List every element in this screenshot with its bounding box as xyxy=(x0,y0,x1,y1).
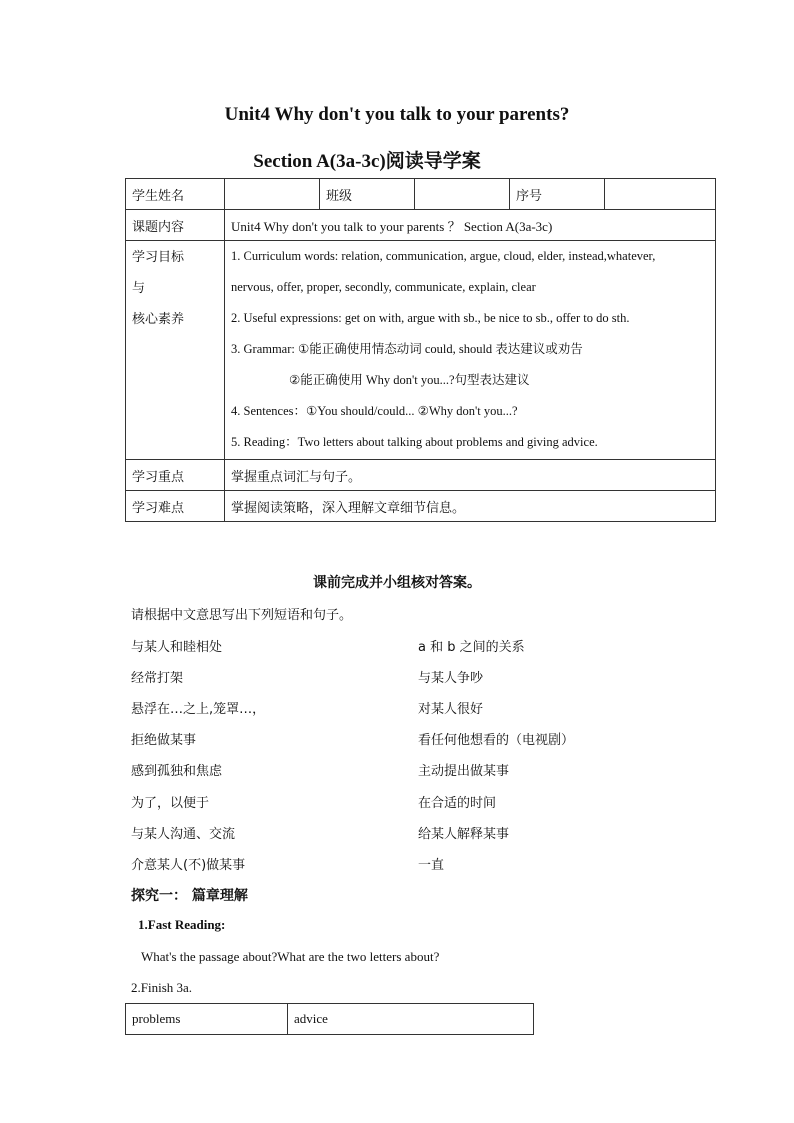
phrase-left: 感到孤独和焦虑 xyxy=(131,764,223,779)
finish-3a-instruction: 2.Finish 3a. xyxy=(131,980,193,995)
table-row xyxy=(126,1004,534,1035)
phrase-right: 一直 xyxy=(418,858,445,873)
problems-header: problems xyxy=(126,1004,288,1035)
page-subtitle: Section A(3a-3c)阅读导学案 xyxy=(253,151,481,172)
goals-label-line: 核心素养 xyxy=(132,311,185,326)
phrase-left: 悬浮在…之上,笼罩…， xyxy=(131,702,266,717)
goal-line: 4. Sentences：①You should/could... ②Why don't you...? xyxy=(231,404,518,418)
class-label: 班级 xyxy=(320,179,415,210)
phrase-right: a 和 b 之间的关系 xyxy=(418,640,525,655)
table-row xyxy=(126,491,716,522)
explore-heading: 探究一： 篇章理解 xyxy=(131,888,248,904)
phrase-right: 看任何他想看的（电视剧） xyxy=(418,733,575,748)
seat-field[interactable] xyxy=(605,179,716,210)
phrase-right: 对某人很好 xyxy=(418,702,484,717)
goals-label-line: 学习目标 xyxy=(132,249,185,264)
preclass-heading: 课前完成并小组核对答案。 xyxy=(313,575,481,591)
phrase-right: 在合适的时间 xyxy=(418,796,497,811)
key-points-value: 掌握重点词汇与句子。 xyxy=(225,460,716,491)
goal-line: 5. Reading：Two letters about talking about problems and giving advice. xyxy=(231,435,598,449)
goal-line: nervous, offer, proper, secondly, communicate, explain, clear xyxy=(231,280,536,294)
student-name-label: 学生姓名 xyxy=(126,179,225,210)
instruction-text: 请根据中文意思写出下列短语和句子。 xyxy=(131,608,353,623)
phrase-left: 拒绝做某事 xyxy=(131,733,197,748)
topic-label: 课题内容 xyxy=(126,210,225,241)
goals-label-line: 与 xyxy=(132,280,146,295)
phrase-left: 经常打架 xyxy=(131,671,184,686)
phrase-right: 主动提出做某事 xyxy=(418,764,510,779)
table-row xyxy=(126,179,716,210)
difficulty-label: 学习难点 xyxy=(126,491,225,522)
problems-advice-table xyxy=(125,1003,534,1035)
key-points-label: 学习重点 xyxy=(126,460,225,491)
page-title: Unit4 Why don't you talk to your parents? xyxy=(224,104,570,125)
fast-reading-question: What's the passage about?What are the two letters about? xyxy=(141,949,440,964)
fast-reading-heading: 1.Fast Reading: xyxy=(138,917,226,932)
student-name-field[interactable] xyxy=(225,179,320,210)
table-row xyxy=(126,460,716,491)
goals-content xyxy=(225,241,716,460)
info-table xyxy=(125,178,716,522)
goal-line: 2. Useful expressions: get on with, argue with sb., be nice to sb., offer to do sth. xyxy=(231,311,630,325)
phrase-left: 与某人沟通、交流 xyxy=(131,827,236,842)
advice-header: advice xyxy=(288,1004,534,1035)
goal-line: 1. Curriculum words: relation, communication, argue, cloud, elder, instead,whatever, xyxy=(231,249,656,263)
topic-value: Unit4 Why don't you talk to your parents ？ Section A(3a-3c) xyxy=(225,210,716,241)
table-row xyxy=(126,210,716,241)
goals-label xyxy=(126,241,225,460)
goal-line: ②能正确使用 Why don't you...?句型表达建议 xyxy=(289,373,530,387)
phrase-right: 给某人解释某事 xyxy=(418,827,510,842)
class-field[interactable] xyxy=(415,179,510,210)
goal-line: 3. Grammar: ①能正确使用情态动词 could, should 表达建议或劝告 xyxy=(231,342,583,356)
difficulty-value: 掌握阅读策略，深入理解文章细节信息。 xyxy=(225,491,716,522)
phrase-left: 介意某人(不)做某事 xyxy=(131,858,246,873)
phrase-right: 与某人争吵 xyxy=(418,671,484,686)
phrase-left: 为了，以便于 xyxy=(131,796,210,811)
seat-label: 序号 xyxy=(510,179,605,210)
phrase-left: 与某人和睦相处 xyxy=(131,640,223,655)
table-row xyxy=(126,241,716,460)
